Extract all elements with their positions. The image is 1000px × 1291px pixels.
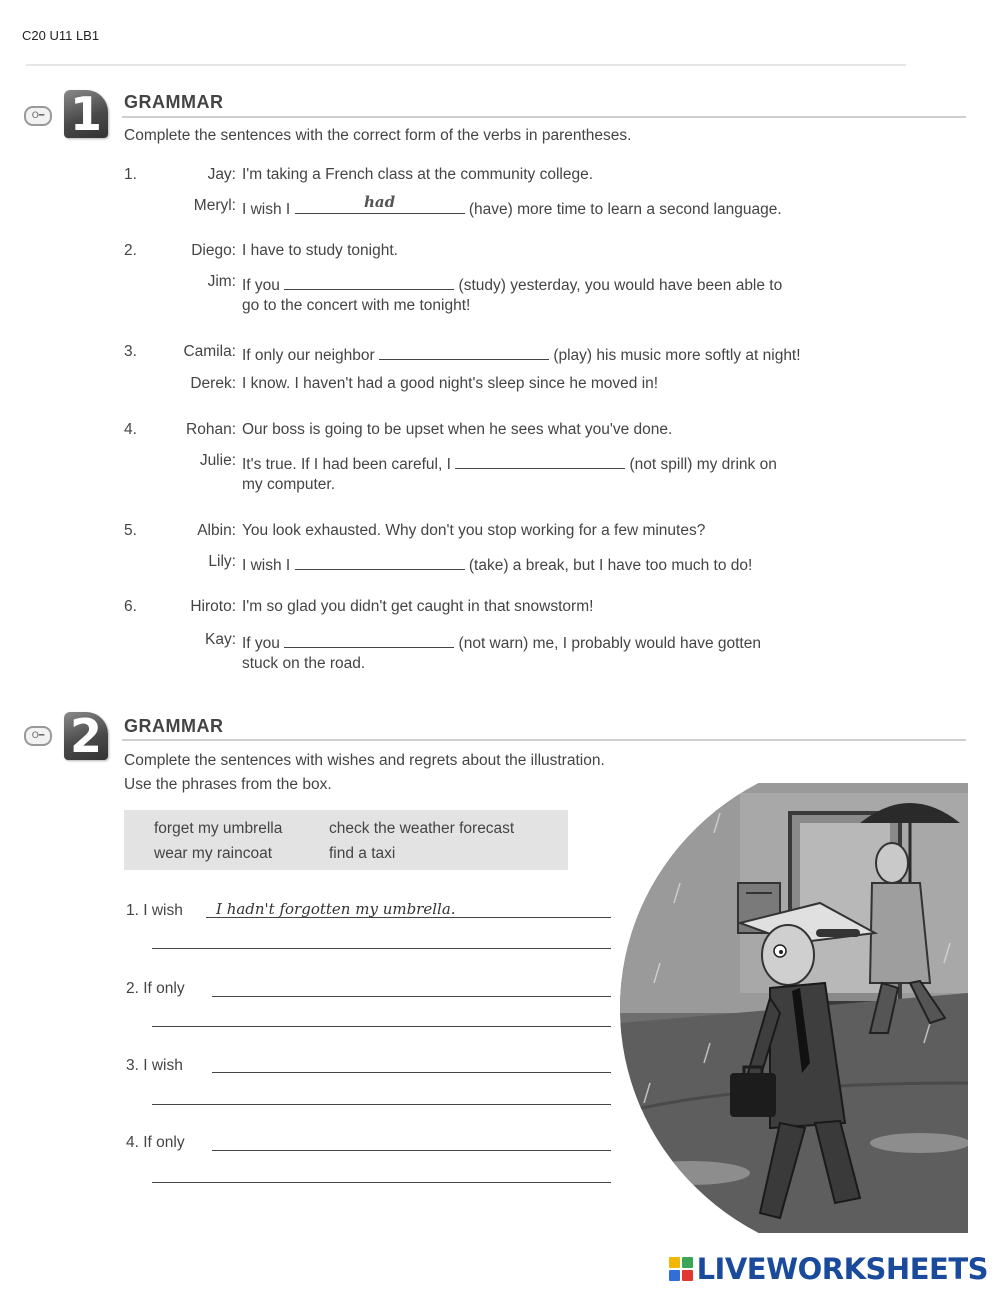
section-1-rule: [122, 116, 966, 118]
sentence-text: stuck on the road.: [242, 655, 366, 672]
dialogue-line: [124, 655, 984, 679]
answer-line[interactable]: [152, 1104, 611, 1105]
dialogue-line: [124, 452, 984, 476]
item-label: 1. I wish: [126, 902, 183, 919]
answer-key-icon: O━: [24, 726, 52, 746]
speaker-name: Camila:: [183, 343, 236, 360]
dialogue-line: [124, 343, 984, 367]
speaker-name: Lily:: [208, 553, 236, 570]
sentence-text: (have) more time to learn a second language.: [468, 201, 782, 218]
logo-text: LIVEWORKSHEETS: [696, 1252, 988, 1286]
dialogue-line: [124, 553, 984, 577]
answer-line[interactable]: [152, 1026, 611, 1027]
item-number: 5.: [124, 522, 137, 539]
dialogue-line: [124, 522, 984, 546]
answer-blank[interactable]: [295, 553, 465, 570]
phrase-item: find a taxi: [329, 845, 396, 862]
sentence-text: I wish I: [242, 201, 291, 218]
item-label: 2. If only: [126, 980, 185, 997]
speaker-name: Derek:: [190, 375, 236, 392]
sentence-text: If only our neighbor: [242, 347, 375, 364]
sentence-text: I'm taking a French class at the community college.: [242, 166, 593, 183]
rainy-street-scene: [620, 783, 968, 1233]
section-2-rule: [122, 739, 966, 741]
phrase-item: check the weather forecast: [329, 820, 515, 837]
answer-key-icon: O━: [24, 106, 52, 126]
speaker-name: Jay:: [207, 166, 236, 183]
phrase-box: [124, 810, 568, 870]
dialogue-line: [124, 631, 984, 655]
answer-text: I hadn't forgotten my umbrella.: [216, 900, 456, 918]
section-2-instruction-line2: Use the phrases from the box.: [124, 776, 332, 793]
speaker-name: Diego:: [191, 242, 236, 259]
logo-mark-icon: [669, 1257, 693, 1281]
speaker-name: Albin:: [197, 522, 236, 539]
dialogue-line: [124, 476, 984, 500]
answer-blank[interactable]: [284, 273, 454, 290]
liveworksheets-logo: [669, 1252, 988, 1286]
sentence-text: I wish I: [242, 557, 291, 574]
dialogue-line: [124, 297, 984, 321]
rain-illustration: [620, 783, 968, 1233]
answer-blank[interactable]: [295, 193, 465, 214]
answer-line[interactable]: [212, 1072, 611, 1073]
speaker-name: Hiroto:: [190, 598, 236, 615]
sentence-text: (take) a break, but I have too much to do!: [468, 557, 753, 574]
item-label: 4. If only: [126, 1134, 185, 1151]
speaker-name: Julie:: [199, 452, 236, 469]
answer-blank[interactable]: [455, 452, 625, 469]
sentence-text: (study) yesterday, you would have been able to: [458, 277, 783, 294]
answer-text: had: [363, 193, 396, 211]
item-number: 1.: [124, 166, 137, 183]
answer-line[interactable]: [152, 948, 611, 949]
phrase-item: forget my umbrella: [154, 820, 283, 837]
sentence-text: Our boss is going to be upset when he sees what you've done.: [242, 421, 673, 438]
sentence-text: I have to study tonight.: [242, 242, 398, 259]
dialogue-line: [124, 375, 984, 399]
section-1-instruction: Complete the sentences with the correct form of the verbs in parentheses.: [124, 127, 632, 144]
section-2-number-badge: 2: [64, 712, 108, 760]
sentence-text: You look exhausted. Why don't you stop working for a few minutes?: [242, 522, 706, 539]
speaker-name: Jim:: [207, 273, 236, 290]
sentence-text: I know. I haven't had a good night's sleep since he moved in!: [242, 375, 659, 392]
dialogue-line: [124, 242, 984, 266]
answer-blank[interactable]: [284, 631, 454, 648]
dialogue-line: [124, 421, 984, 445]
sentence-text: (play) his music more softly at night!: [553, 347, 801, 364]
item-number: 2.: [124, 242, 137, 259]
sentence-text: go to the concert with me tonight!: [242, 297, 471, 314]
sentence-text: If you: [242, 635, 280, 652]
dialogue-line: [124, 273, 984, 297]
item-label: 3. I wish: [126, 1057, 183, 1074]
sentence-text: (not spill) my drink on: [629, 456, 777, 473]
speaker-name: Kay:: [204, 631, 236, 648]
section-1-title: GRAMMAR: [124, 92, 224, 112]
section-1-number-badge: 1: [64, 90, 108, 138]
dialogue-line: [124, 193, 984, 221]
speaker-name: Meryl:: [193, 197, 236, 214]
sentence-text: It's true. If I had been careful, I: [242, 456, 451, 473]
phrase-item: wear my raincoat: [154, 845, 273, 862]
top-divider: [26, 64, 906, 66]
sentence-text: my computer.: [242, 476, 336, 493]
answer-line[interactable]: [152, 1182, 611, 1183]
answer-blank[interactable]: [379, 343, 549, 360]
dialogue-line: [124, 598, 984, 622]
speaker-name: Rohan:: [186, 421, 236, 438]
dialogue-line: [124, 166, 984, 190]
item-number: 3.: [124, 343, 137, 360]
item-number: 6.: [124, 598, 137, 615]
section-2-title: GRAMMAR: [124, 716, 224, 736]
section-2-instruction-line1: Complete the sentences with wishes and regrets about the illustration.: [124, 752, 605, 769]
sentence-text: I'm so glad you didn't get caught in that snowstorm!: [242, 598, 594, 615]
sentence-text: If you: [242, 277, 280, 294]
answer-line[interactable]: [212, 996, 611, 997]
item-number: 4.: [124, 421, 137, 438]
answer-line[interactable]: [212, 1150, 611, 1151]
document-code: C20 U11 LB1: [22, 28, 100, 43]
sentence-text: (not warn) me, I probably would have gotten: [458, 635, 761, 652]
